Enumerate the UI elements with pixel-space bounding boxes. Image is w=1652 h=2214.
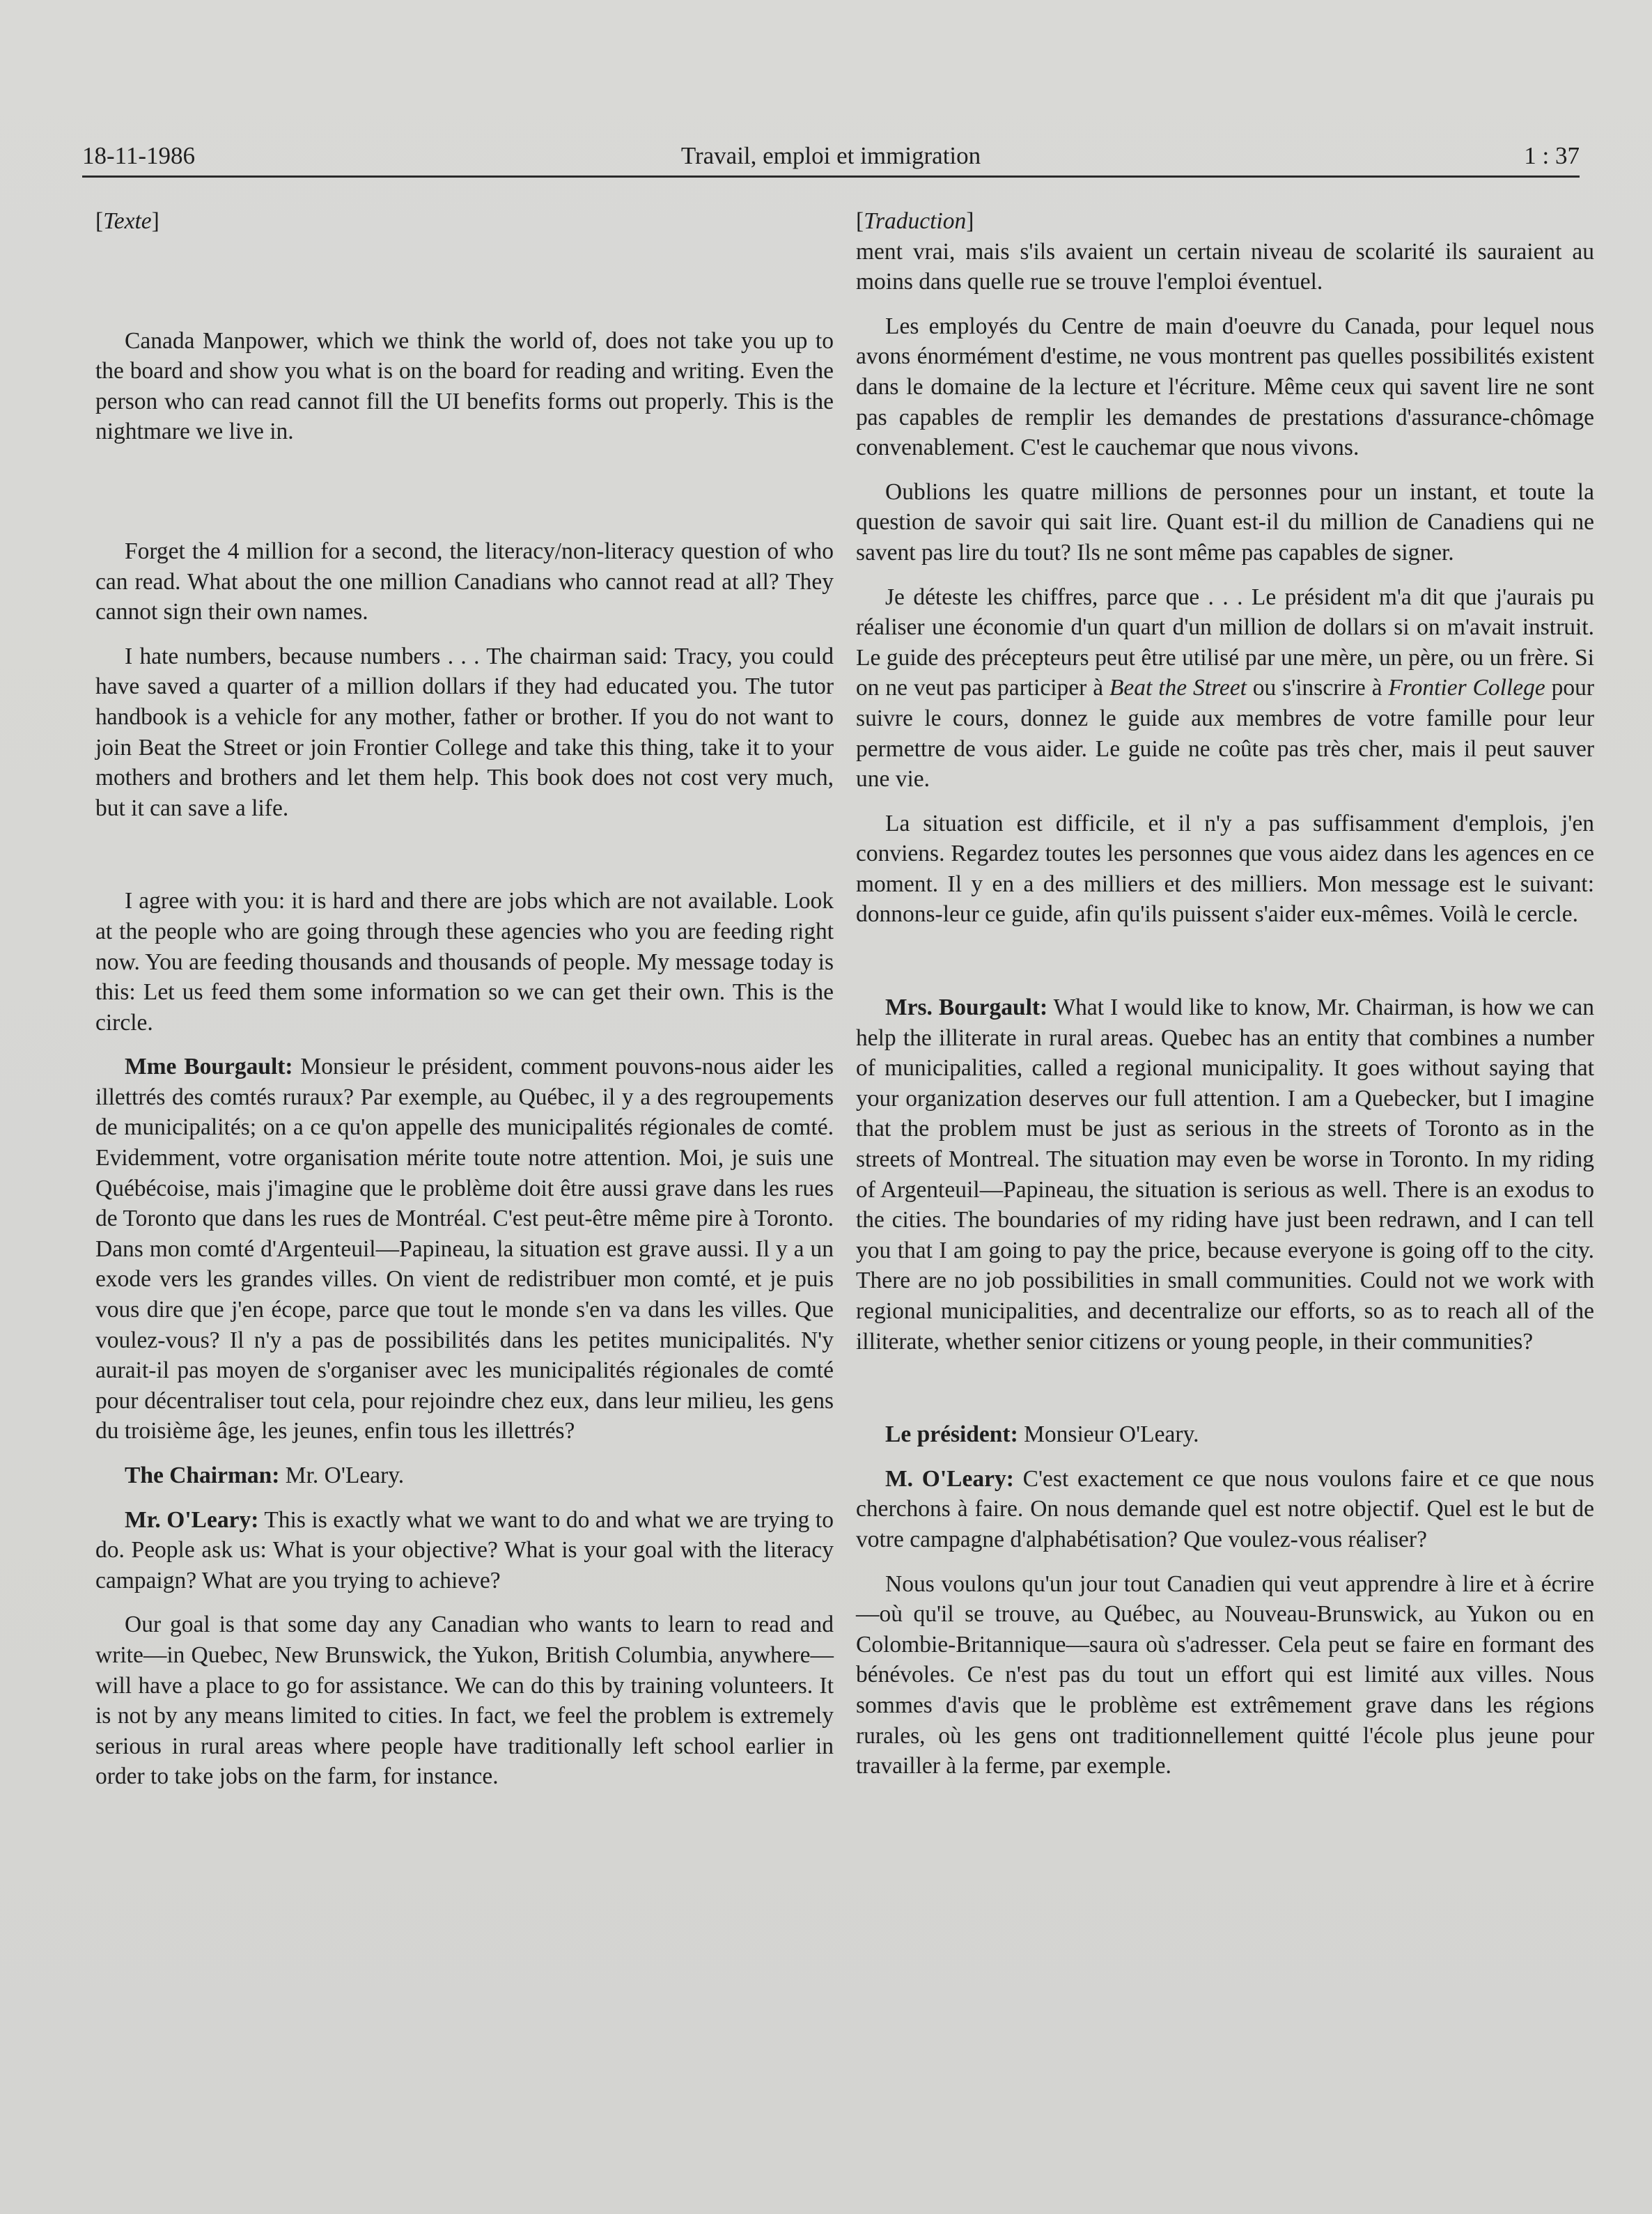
paragraph: The Chairman: Mr. O'Leary. [125, 1463, 405, 1488]
paragraph: Nous voulons qu'un jour tout Canadien qui veut apprendre à lire et à écrire—où qu'il se trouve, au Québec, au Nouveau-Brunswick, au Yukon ou en Colombie-Britannique—saura où s'adresser. Cela peut se faire en formant des bénévoles. Ce n'est pas du tout un effort qui est limité aux villes. Nous sommes d'avis que le problème est extrêmement grave dans les régions rurales, où les gens ont traditionnellement quitté l'école plus jeune pour travailler à la ferme, par exemple. [856, 1570, 1594, 1779]
paragraph: Our goal is that some day any Canadian who wants to learn to read and write—in Quebec, New Brunswick, the Yukon, British Columbia, anywhere—will have a place to go for assistance. We can do this by training volunteers. It is not by any means limited to cities. In fact, we feel the problem is extremely serious in rural areas where people have traditionally left school earlier in order to take jobs on the farm, for instance. [95, 1612, 834, 1790]
left-column [95, 206, 834, 1792]
paragraph: ment vrai, mais s'ils avaient un certain niveau de scolarité ils sauraient au moins dans quelle rue se trouve l'emploi éventuel. [856, 238, 1594, 295]
speaker-name: The Chairman: [125, 1463, 280, 1488]
speaker-name: Mme Bourgault: [125, 1054, 293, 1080]
speaker-name: Mr. O'Leary: [125, 1506, 259, 1533]
speaker-name: Mrs. Bourgault: [885, 995, 1048, 1021]
paragraph: I hate numbers, because numbers . . . The chairman said: Tracy, you could have saved a quarter of a million dollars if they had educated you. The tutor handbook is a vehicle for any mother, father or brother. If you do not want to join Beat the Street or join Frontier College and take this thing, take it to your mothers and brothers and let them help. This book does not cost very much, but it can save a life. [95, 643, 834, 821]
paragraph: Forget the 4 million for a second, the literacy/non-literacy question of who can read. What about the one million Canadians who cannot read at all? They cannot sign their own names. [95, 538, 834, 625]
italic-title: Beat the Street [1109, 675, 1247, 701]
speaker-name: Le président: [885, 1421, 1018, 1448]
paragraph: Canada Manpower, which we think the world of, does not take you up to the board and show you what is on the board for reading and writing. Even the person who can read cannot fill the UI benefits forms out properly. This is the nightmare we live in. [95, 327, 834, 445]
column-label-texte: [Texte] [95, 208, 159, 234]
speaker-name: M. O'Leary: [885, 1465, 1014, 1492]
right-column [856, 206, 1594, 1782]
paragraph: Mme Bourgault: Monsieur le président, comment pouvons-nous aider les illettrés des comtés ruraux? Par exemple, au Québec, il y a des regroupements de municipalités; on a ce qu'on appelle des municipalités régionales de comté. Evidemment, votre organisation mérite toute notre attention. Moi, je suis une Québécoise, mais j'imagine que le problème doit être aussi grave dans les rues de Toronto que dans les rues de Montréal. C'est peut-être même pire à Toronto. Dans mon comté d'Argenteuil—Papineau, la situation est grave aussi. Il y a un exode vers les grandes villes. On vient de redistribuer mon comté, et je puis vous dire que j'en écope, parce que tout le monde s'en va dans les villes. Que voulez-vous? Il n'y a pas de possibilités dans les petites municipalités. N'y aurait-il pas moyen de s'organiser avec les municipalités régionales de comté pour décentraliser tout cela, pour rejoindre chez eux, dans leur milieu, les gens du troisième âge, les jeunes, enfin tous les illettrés? [95, 1054, 834, 1444]
paragraph: I agree with you: it is hard and there are jobs which are not available. Look at the people who are going through these agencies who you are feeding right now. You are feeding thousands and thousands of people. My message today is this: Let us feed them some information so we can get their own. This is the circle. [95, 888, 834, 1036]
paragraph: Le président: Monsieur O'Leary. [885, 1421, 1199, 1448]
header-rule [82, 176, 1580, 178]
paragraph: Je déteste les chiffres, parce que . . . Le président m'a dit que j'aurais pu réaliser une économie d'un quart d'un million de dollars si on m'avait instruit. Le guide des précepteurs peut être utilisé par une mère, un père, ou un frère. Si on ne veut pas participer à Beat the Street ou s'inscrire à Frontier College pour suivre le cours, donnez le guide aux membres de votre famille pour leur permettre de vous aider. Le guide ne coûte pas très cher, mais il peut sauver une vie. [856, 584, 1594, 793]
italic-title: Frontier College [1388, 675, 1545, 701]
column-label-traduction: [Traduction] [856, 208, 974, 234]
header-title: Travail, emploi et immigration [680, 142, 981, 169]
paragraph: Oublions les quatre millions de personnes pour un instant, et toute la question de savoir qui sait lire. Quant est-il du million de Canadiens qui ne savent pas lire du tout? Ils ne sont même pas capables de signer. [856, 478, 1594, 566]
page-header [82, 137, 1580, 176]
paragraph: M. O'Leary: C'est exactement ce que nous voulons faire et ce que nous cherchons à faire. On nous demande quel est notre objectif. Quel est le but de votre campagne d'alphabétisation? Que voulez-vous réaliser? [856, 1465, 1594, 1552]
paragraph: La situation est difficile, et il n'y a pas suffisamment d'emplois, j'en conviens. Regardez toutes les personnes que vous aidez dans les agences en ce moment. Il y en a des milliers et des milliers. Mon message est le suivant: donnons-leur ce guide, afin qu'ils puissent s'aider eux-mêmes. Voilà le cercle. [856, 810, 1594, 928]
header-page-number: 1 : 37 [1524, 142, 1580, 169]
paragraph: Mrs. Bourgault: What I would like to know, Mr. Chairman, is how we can help the illiterate in rural areas. Quebec has an entity that combines a number of municipalities, called a regional municipality. It goes without saying that your organization deserves our full attention. I am a Quebecker, but I imagine that the problem must be just as serious in the streets of Toronto as in the streets of Montreal. The situation may even be worse in Toronto. In my riding of Argenteuil—Papineau, the situation is serious as well. There is an exodus to the cities. The boundaries of my riding have just been redrawn, and I can tell you that I am going to pay the price, because everyone is going off to the city. There are no job possibilities in small communities. Could not we work with regional municipalities, and decentralize our efforts, so as to reach all of the illiterate, whether senior citizens or young people, in their communities? [856, 995, 1594, 1355]
header-date: 18-11-1986 [82, 142, 196, 169]
paragraph: Mr. O'Leary: This is exactly what we want to do and what we are trying to do. People ask us: What is your objective? What is your goal with the literacy campaign? What are you trying to achieve? [95, 1506, 834, 1593]
paragraph: Les employés du Centre de main d'oeuvre du Canada, pour lequel nous avons énormément d'estime, ne vous montrent pas quelles possibilités existent dans le domaine de la lecture et l'écriture. Même ceux qui savent lire ne sont pas capables de remplir les demandes de prestations d'assurance-chômage convenablement. C'est le cauchemar que nous vivons. [856, 313, 1594, 461]
